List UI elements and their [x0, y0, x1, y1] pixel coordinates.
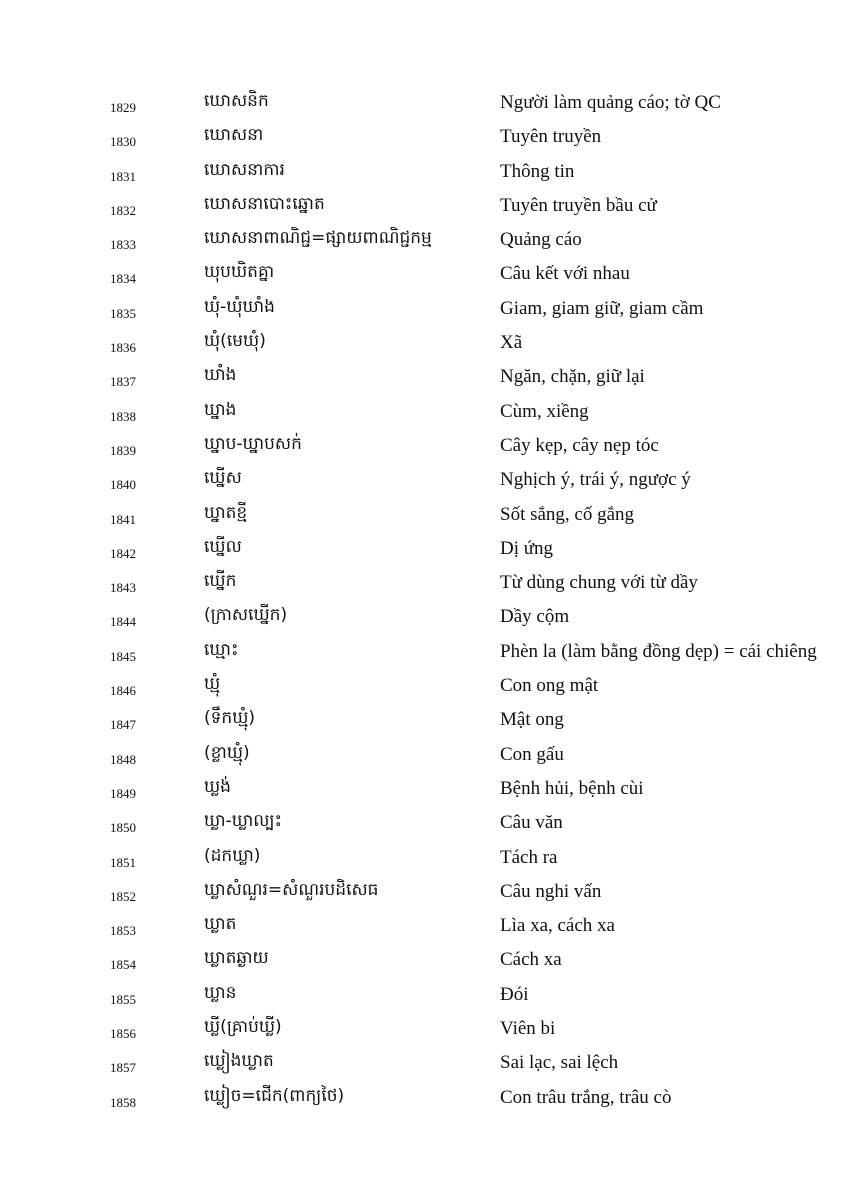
khmer-term: ឃោសនាបោះឆ្នោត: [204, 193, 325, 214]
khmer-term: ឃ្លង់: [204, 776, 231, 797]
dictionary-entry: [0, 430, 848, 464]
dictionary-entry: [0, 1013, 848, 1047]
vietnamese-meaning: Câu văn: [500, 812, 563, 834]
dictionary-entry: [0, 258, 848, 292]
khmer-term: ឃ្នើស: [204, 468, 242, 489]
entry-number: 1835: [110, 305, 136, 321]
khmer-term: ឃ្នាតខ្មី: [204, 502, 248, 523]
khmer-term: ឃ្លាសំណួរ=សំណួរបដិសេធ: [204, 879, 379, 900]
entry-number: 1834: [110, 271, 136, 287]
dictionary-entry: [0, 87, 848, 121]
vietnamese-meaning: Dầy cộm: [500, 606, 570, 628]
entry-number: 1847: [110, 717, 136, 733]
entry-number: 1845: [110, 648, 136, 664]
vietnamese-meaning: Bệnh hủi, bệnh cùi: [500, 777, 644, 799]
vietnamese-meaning: Từ dùng chung với từ dầy: [500, 572, 698, 594]
dictionary-entry: [0, 396, 848, 430]
dictionary-entry: [0, 979, 848, 1013]
khmer-term: ឃោសនាការ: [204, 159, 285, 180]
vietnamese-meaning: Mật ong: [500, 709, 564, 731]
vietnamese-meaning: Con trâu trắng, trâu cò: [500, 1086, 672, 1108]
dictionary-entry: [0, 361, 848, 395]
entry-number: 1832: [110, 202, 136, 218]
khmer-term: (ដកឃ្លា): [204, 845, 261, 866]
khmer-term: ឃ្លៀងឃ្លាត: [204, 1051, 274, 1072]
vietnamese-meaning: Xã: [500, 332, 523, 354]
dictionary-entry: [0, 773, 848, 807]
dictionary-entry: [0, 842, 848, 876]
vietnamese-meaning: Con gấu: [500, 743, 564, 765]
dictionary-entry: [0, 567, 848, 601]
khmer-term: ឃ្លាត: [204, 914, 237, 935]
vietnamese-meaning: Cùm, xiềng: [500, 400, 589, 422]
dictionary-entry: [0, 739, 848, 773]
vietnamese-meaning: Sốt sắng, cố gắng: [500, 503, 635, 525]
entry-number: 1838: [110, 408, 136, 424]
entry-number: 1848: [110, 751, 136, 767]
vietnamese-meaning: Dị ứng: [500, 537, 554, 559]
vietnamese-meaning: Viên bi: [500, 1018, 556, 1040]
entry-number: 1850: [110, 820, 136, 836]
dictionary-entry: [0, 224, 848, 258]
vietnamese-meaning: Phèn la (làm bằng đồng dẹp) = cái chiêng: [500, 640, 817, 662]
vietnamese-meaning: Tuyên truyền: [500, 126, 602, 148]
dictionary-entry: [0, 944, 848, 978]
khmer-term: ឃ្លាន: [204, 982, 237, 1003]
entry-number: 1841: [110, 511, 136, 527]
entry-number: 1836: [110, 340, 136, 356]
khmer-term: ឃោសនា: [204, 125, 264, 146]
entry-number: 1857: [110, 1060, 136, 1076]
entry-number: 1829: [110, 100, 136, 115]
vietnamese-meaning: Cây kẹp, cây nẹp tóc: [500, 434, 659, 456]
dictionary-entry: [0, 293, 848, 327]
entry-number: 1843: [110, 580, 136, 596]
khmer-term: (ខ្លាឃ្មុំ): [204, 742, 250, 763]
khmer-term: ឃ្នាប-ឃ្នាបសក់: [204, 433, 302, 454]
dictionary-entry: [0, 704, 848, 738]
entry-number: 1840: [110, 477, 136, 493]
khmer-term: ឃ្នាង: [204, 399, 237, 420]
khmer-term: ឃោសនាពាណិជ្ជ=ផ្សាយពាណិជ្ជកម្ម: [204, 228, 432, 249]
entry-number: 1830: [110, 134, 136, 150]
dictionary-entry: [0, 601, 848, 635]
dictionary-entry: [0, 1047, 848, 1081]
dictionary-entry: [0, 533, 848, 567]
khmer-term: ឃុបឃិតគ្នា: [204, 262, 275, 283]
dictionary-entry: [0, 327, 848, 361]
entry-number: 1839: [110, 442, 136, 458]
entry-number: 1858: [110, 1094, 136, 1110]
vietnamese-meaning: Tách ra: [500, 846, 558, 868]
vietnamese-meaning: Đói: [500, 983, 529, 1005]
dictionary-entry: [0, 464, 848, 498]
khmer-term: ឃ្នើល: [204, 536, 242, 557]
vietnamese-meaning: Lìa xa, cách xa: [500, 915, 615, 937]
vietnamese-meaning: Giam, giam giữ, giam cầm: [500, 297, 704, 319]
entry-number: 1852: [110, 888, 136, 904]
khmer-term: ឃោសនិក: [204, 91, 269, 111]
khmer-term: (ក្រាសឃ្នើក): [204, 605, 288, 626]
vietnamese-meaning: Sai lạc, sai lệch: [500, 1052, 619, 1074]
dictionary-entry: [0, 121, 848, 155]
vietnamese-meaning: Ngăn, chặn, giữ lại: [500, 366, 645, 388]
entry-number: 1855: [110, 991, 136, 1007]
khmer-term: ឃ្លា-ឃ្លាល្បះ: [204, 811, 283, 832]
entry-number: 1854: [110, 957, 136, 973]
entry-number: 1837: [110, 374, 136, 390]
dictionary-entry: [0, 807, 848, 841]
vietnamese-meaning: Người làm quảng cáo; tờ QC: [500, 92, 721, 113]
entry-number: 1849: [110, 785, 136, 801]
khmer-term: ឃ្នើក: [204, 571, 237, 592]
vietnamese-meaning: Nghịch ý, trái ý, ngược ý: [500, 469, 691, 491]
khmer-term: ឃុំ(មេឃុំ): [204, 331, 266, 352]
entry-number: 1844: [110, 614, 136, 630]
dictionary-entry-list: [0, 87, 848, 1116]
vietnamese-meaning: Con ong mật: [500, 675, 599, 697]
dictionary-entry: [0, 910, 848, 944]
khmer-term: ឃ្លី(គ្រាប់ឃ្លី): [204, 1017, 282, 1038]
vietnamese-meaning: Tuyên truyền bầu cử: [500, 194, 657, 216]
dictionary-entry: [0, 1082, 848, 1116]
khmer-term: ឃ្លាតឆ្ងាយ: [204, 948, 269, 969]
vietnamese-meaning: Quảng cáo: [500, 229, 582, 251]
vietnamese-meaning: Câu nghi vấn: [500, 880, 602, 902]
khmer-term: (ទឹកឃ្មុំ): [204, 708, 256, 729]
entry-number: 1846: [110, 683, 136, 699]
khmer-term: ឃ្លៀច=ជើក(ពាក្យថៃ): [204, 1085, 345, 1106]
khmer-term: ឃ្មោះ: [204, 639, 239, 660]
entry-number: 1851: [110, 854, 136, 870]
khmer-term: ឃាំង: [204, 365, 237, 386]
dictionary-entry: [0, 670, 848, 704]
entry-number: 1833: [110, 237, 136, 253]
entry-number: 1853: [110, 923, 136, 939]
dictionary-entry: [0, 499, 848, 533]
dictionary-entry: [0, 156, 848, 190]
khmer-term: ឃ្មុំ: [204, 674, 221, 695]
dictionary-entry: [0, 636, 848, 670]
entry-number: 1831: [110, 168, 136, 184]
entry-number: 1856: [110, 1026, 136, 1042]
vietnamese-meaning: Cách xa: [500, 949, 562, 971]
dictionary-entry: [0, 876, 848, 910]
dictionary-entry: [0, 190, 848, 224]
entry-number: 1842: [110, 545, 136, 561]
vietnamese-meaning: Thông tin: [500, 160, 575, 182]
vietnamese-meaning: Câu kết với nhau: [500, 263, 630, 285]
khmer-term: ឃុំ-ឃុំឃាំង: [204, 296, 275, 317]
